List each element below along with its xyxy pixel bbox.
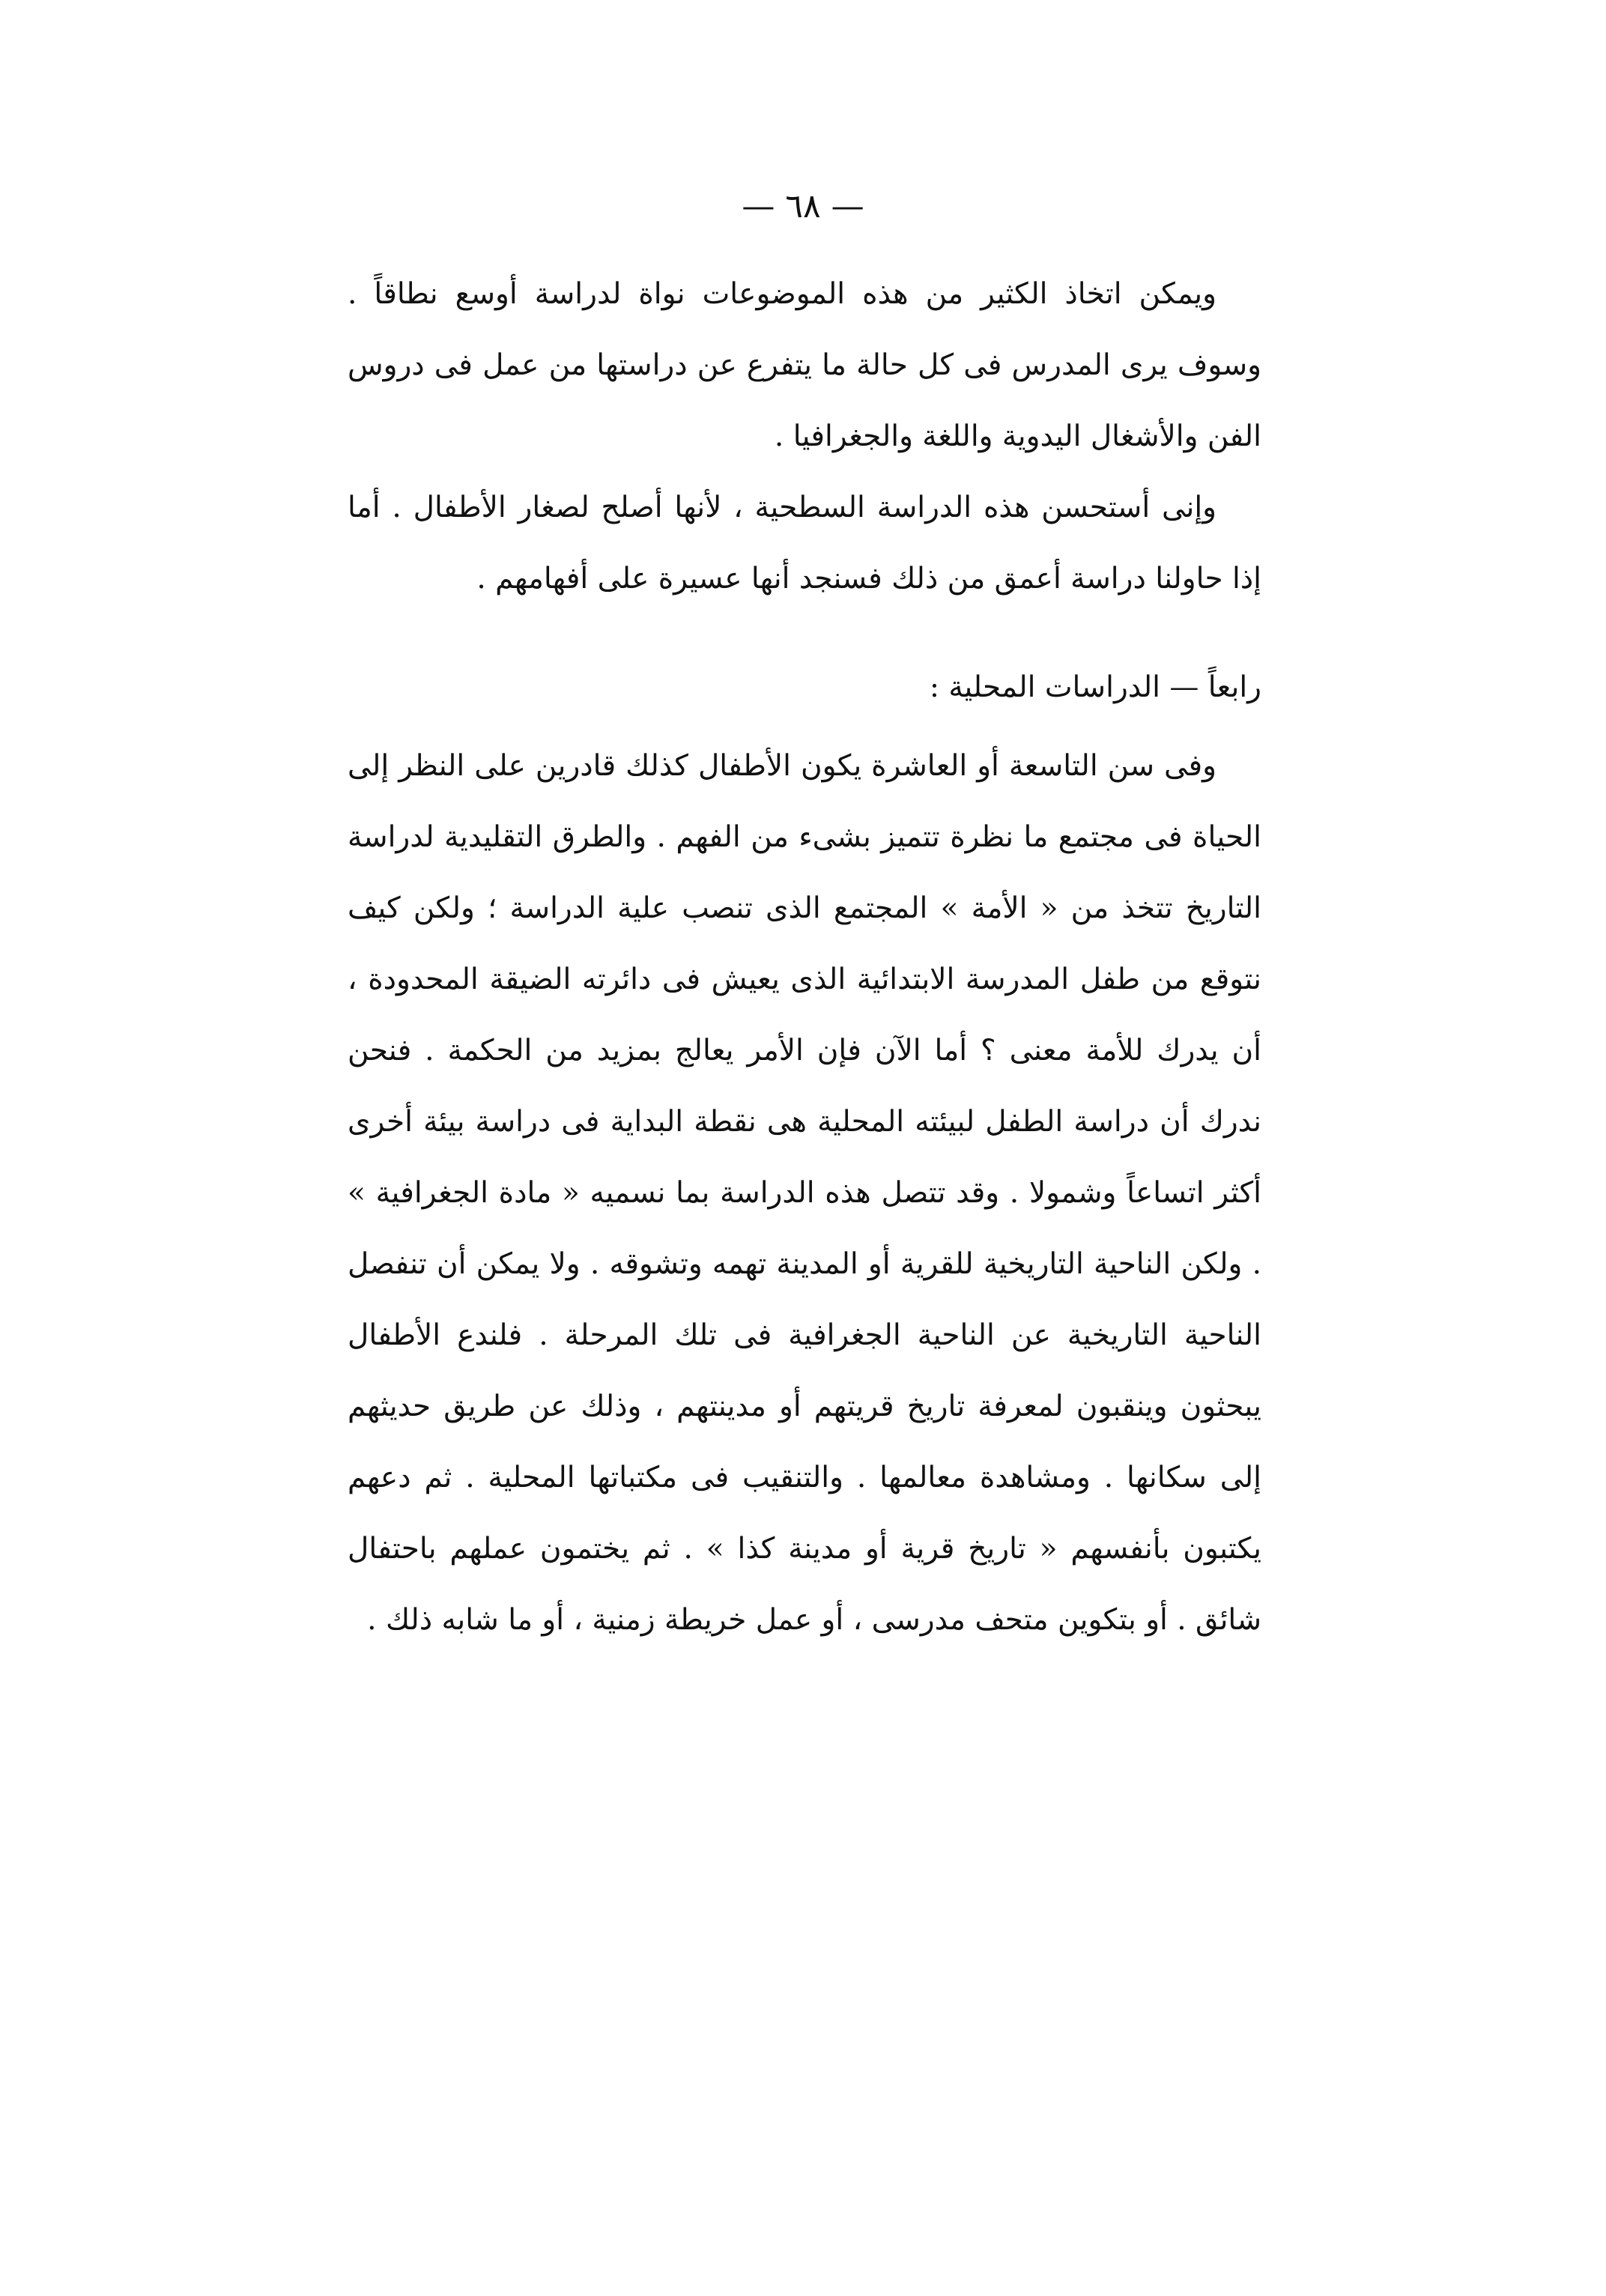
top-paragraphs — [348, 258, 1261, 614]
section-heading: رابعاً — الدراسات المحلية : — [929, 670, 1261, 704]
section-heading-block — [348, 652, 1261, 723]
paragraph-surface-study: وإنى أستحسن هذه الدراسة السطحية ، لأنها أصلح لصغار الأطفال . أما إذا حاولنا دراسة أعمق من ذلك فسنجد أنها عسيرة على أفهامهم . — [348, 491, 1261, 596]
main-paragraph-block — [348, 730, 1261, 1656]
paragraph-projects: ويمكن اتخاذ الكثير من هذه الموضوعات نواة لدراسة أوسع نطاقاً . وسوف يرى المدرس فى كل حالة ما يتفرع عن دراستها من عمل فى دروس الفن والأشغال اليدوية واللغة والجغرافيا . — [348, 277, 1261, 453]
paragraph-local-studies: وفى سن التاسعة أو العاشرة يكون الأطفال كذلك قادرين على النظر إلى الحياة فى مجتمع ما نظرة تتميز بشىء من الفهم . والطرق التقليدية لدراسة التاريخ تتخذ من « الأمة » المجتمع الذى تنصب علية الدراسة ؛ ولكن كيف نتوقع من طفل المدرسة الابتدائية الذى يعيش فى دائرته الضيقة المحدودة ، أن يدرك للأمة معنى ؟ أما الآن فإن الأمر يعالج بمزيد من الحكمة . فنحن ندرك أن دراسة الطفل لبيئته المحلية هى نقطة البداية فى دراسة بيئة أخرى أكثر اتساعاً وشمولا . وقد تتصل هذه الدراسة بما نسميه « مادة الجغرافية » . ولكن الناحية التاريخية للقرية أو المدينة تهمه وتشوقه . ولا يمكن أن تنفصل الناحية التاريخية عن الناحية الجغرافية فى تلك المرحلة . فلندع الأطفال يبحثون وينقبون لمعرفة تاريخ قريتهم أو مدينتهم ، وذلك عن طريق حديثهم إلى سكانها . ومشاهدة معالمها . والتنقيب فى مكتباتها المحلية . ثم دعهم يكتبون بأنفسهم « تاريخ قرية أو مدينة كذا » . ثم يختمون عملهم باحتفال شائق . أو بتكوين متحف مدرسى ، أو عمل خريطة زمنية ، أو ما شابه ذلك . — [348, 749, 1261, 1637]
page-number: — ٦٨ — — [742, 187, 864, 225]
